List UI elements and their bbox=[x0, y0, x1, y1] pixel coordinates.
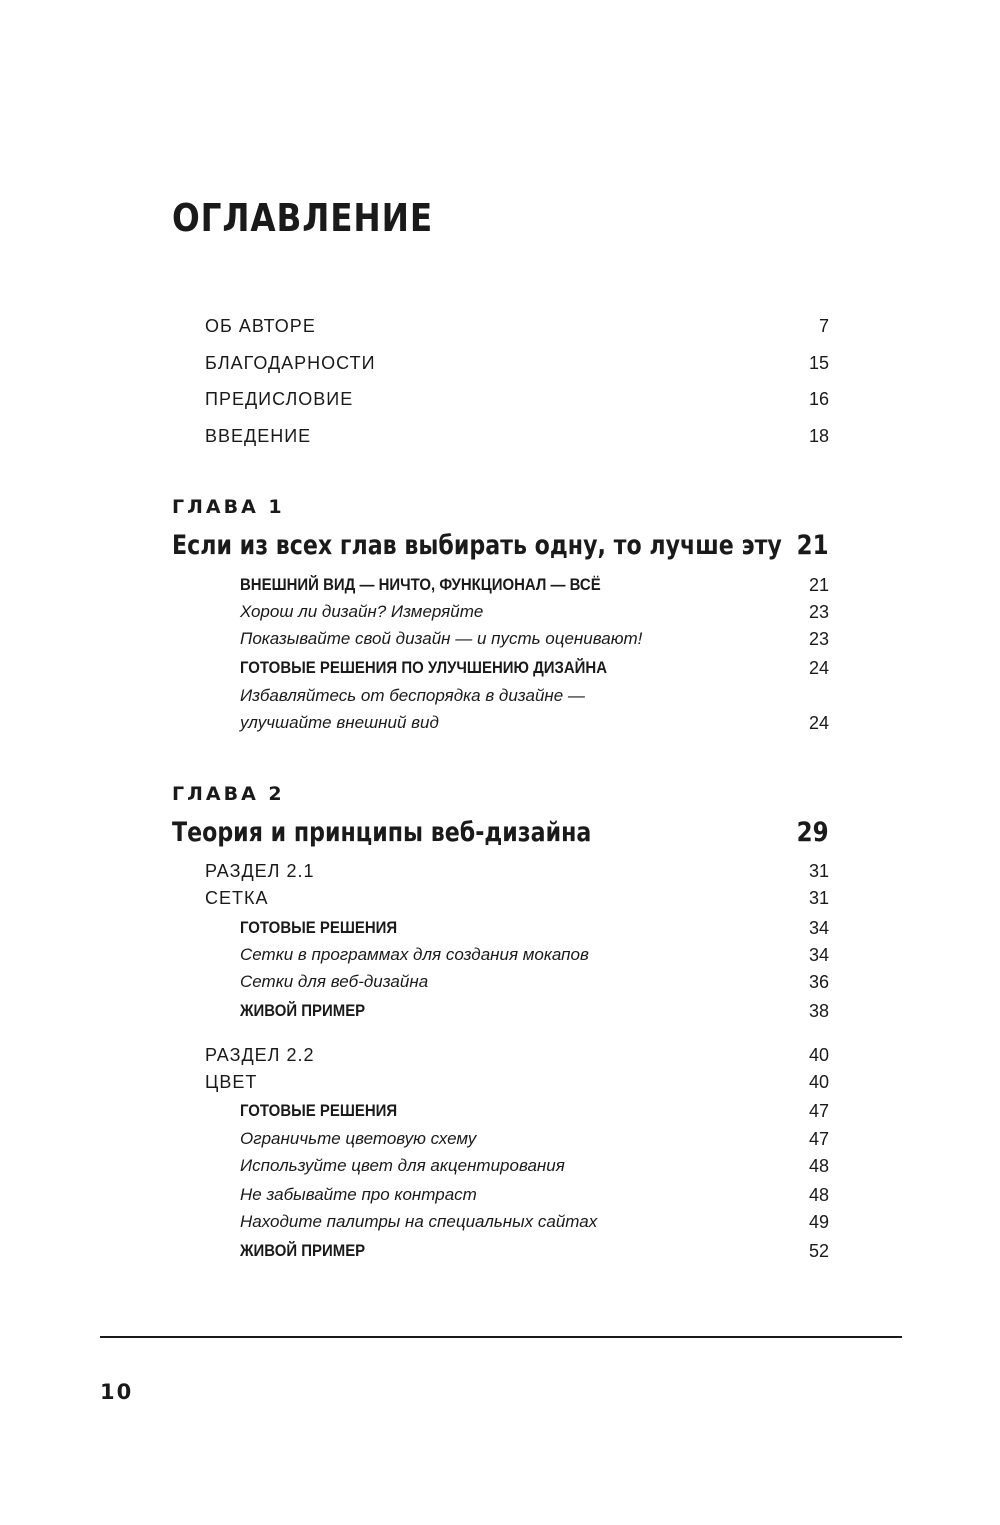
toc-entry-label: ПРЕДИСЛОВИЕ bbox=[205, 389, 354, 409]
toc-entry-page: 23 bbox=[808, 629, 829, 649]
toc-entry-label: улучшайте внешний вид bbox=[240, 713, 439, 732]
toc-entry-page: 18 bbox=[808, 426, 829, 446]
toc-entry-label: СЕТКА bbox=[205, 888, 269, 908]
toc-entry-page: 40 bbox=[808, 1045, 829, 1065]
footer-divider bbox=[100, 1336, 902, 1338]
toc-entry-label: ГОТОВЫЕ РЕШЕНИЯ bbox=[240, 1101, 398, 1120]
toc-entry-page: 16 bbox=[808, 389, 829, 409]
toc-entry-page: 47 bbox=[808, 1129, 829, 1149]
toc-entry bbox=[0, 918, 1000, 946]
toc-entry bbox=[0, 972, 1000, 1000]
toc-entry-label: ЖИВОЙ ПРИМЕР bbox=[240, 1241, 366, 1260]
toc-entry-label: ЖИВОЙ ПРИМЕР bbox=[240, 1001, 366, 1020]
toc-entry-page: 21 bbox=[808, 575, 829, 595]
toc-entry-label: Не забывайте про контраст bbox=[240, 1185, 477, 1204]
toc-entry-page: 7 bbox=[818, 316, 829, 336]
toc-entry bbox=[0, 713, 1000, 741]
toc-entry bbox=[0, 1101, 1000, 1129]
chapter-page: 21 bbox=[797, 530, 829, 561]
toc-entry-label: Используйте цвет для акцентирования bbox=[240, 1156, 565, 1175]
toc-entry-label: ОБ АВТОРЕ bbox=[205, 316, 316, 336]
toc-entry bbox=[0, 575, 1000, 603]
toc-entry-page: 48 bbox=[808, 1156, 829, 1176]
toc-entry-page: 24 bbox=[808, 713, 829, 733]
chapter-title: Если из всех глав выбирать одну, то лучше эту bbox=[172, 530, 782, 561]
toc-entry-label: ВНЕШНИЙ ВИД — НИЧТО, ФУНКЦИОНАЛ — ВСЁ bbox=[240, 575, 601, 594]
toc-entry-label: ЦВЕТ bbox=[205, 1072, 258, 1092]
toc-entry bbox=[0, 1045, 1000, 1073]
toc-entry bbox=[0, 602, 1000, 630]
toc-entry bbox=[0, 861, 1000, 889]
toc-entry bbox=[0, 1156, 1000, 1184]
toc-entry-page: 49 bbox=[808, 1212, 829, 1232]
toc-entry-page: 48 bbox=[808, 1185, 829, 1205]
toc-entry-page: 36 bbox=[808, 972, 829, 992]
toc-entry bbox=[0, 1072, 1000, 1100]
toc-entry-label: ГОТОВЫЕ РЕШЕНИЯ ПО УЛУЧШЕНИЮ ДИЗАЙНА bbox=[240, 658, 608, 677]
toc-entry bbox=[0, 1001, 1000, 1029]
toc-entry-label: ГОТОВЫЕ РЕШЕНИЯ bbox=[240, 918, 398, 937]
toc-entry-label: Хорош ли дизайн? Измеряйте bbox=[240, 602, 484, 621]
toc-entry-page: 38 bbox=[808, 1001, 829, 1021]
toc-entry-label: БЛАГОДАРНОСТИ bbox=[205, 353, 376, 373]
toc-entry-label: Избавляйтесь от беспорядка в дизайне — bbox=[240, 686, 585, 705]
toc-entry bbox=[0, 1241, 1000, 1269]
toc-entry-label: Ограничьте цветовую схему bbox=[240, 1129, 477, 1148]
chapter-label: ГЛАВА 2 bbox=[172, 783, 285, 805]
toc-entry bbox=[0, 945, 1000, 973]
toc-entry bbox=[0, 1129, 1000, 1157]
chapter-title-row bbox=[0, 817, 1000, 853]
toc-entry-label: РАЗДЕЛ 2.1 bbox=[205, 861, 315, 881]
chapter-title: Теория и принципы веб-дизайна bbox=[172, 817, 592, 848]
toc-entry bbox=[0, 888, 1000, 916]
toc-entry bbox=[0, 389, 1000, 417]
chapter-title-row bbox=[0, 530, 1000, 566]
toc-entry-page: 40 bbox=[808, 1072, 829, 1092]
toc-entry-page: 31 bbox=[808, 861, 829, 881]
toc-entry-label: Показывайте свой дизайн — и пусть оценивают! bbox=[240, 629, 643, 648]
toc-entry-page: 15 bbox=[808, 353, 829, 373]
toc-entry bbox=[0, 1185, 1000, 1213]
toc-entry bbox=[0, 316, 1000, 344]
chapter-label: ГЛАВА 1 bbox=[172, 496, 285, 518]
toc-entry-page: 24 bbox=[808, 658, 829, 678]
toc-entry-page: 52 bbox=[808, 1241, 829, 1261]
toc-entry-label: Находите палитры на специальных сайтах bbox=[240, 1212, 598, 1231]
toc-entry-label: РАЗДЕЛ 2.2 bbox=[205, 1045, 315, 1065]
toc-entry bbox=[0, 658, 1000, 686]
toc-entry-label: Сетки для веб-дизайна bbox=[240, 972, 429, 991]
toc-entry bbox=[0, 426, 1000, 454]
toc-entry bbox=[0, 686, 1000, 714]
toc-entry-label: Сетки в программах для создания мокапов bbox=[240, 945, 589, 964]
page-number: 10 bbox=[100, 1380, 134, 1404]
toc-entry-label: ВВЕДЕНИЕ bbox=[205, 426, 312, 446]
page-title: ОГЛАВЛЕНИЕ bbox=[172, 196, 434, 240]
toc-entry-page: 34 bbox=[808, 945, 829, 965]
toc-entry bbox=[0, 1212, 1000, 1240]
toc-entry-page: 47 bbox=[808, 1101, 829, 1121]
toc-entry bbox=[0, 629, 1000, 657]
toc-entry-page: 23 bbox=[808, 602, 829, 622]
toc-entry bbox=[0, 353, 1000, 381]
toc-entry-page: 31 bbox=[808, 888, 829, 908]
toc-entry-page: 34 bbox=[808, 918, 829, 938]
chapter-page: 29 bbox=[797, 817, 829, 848]
